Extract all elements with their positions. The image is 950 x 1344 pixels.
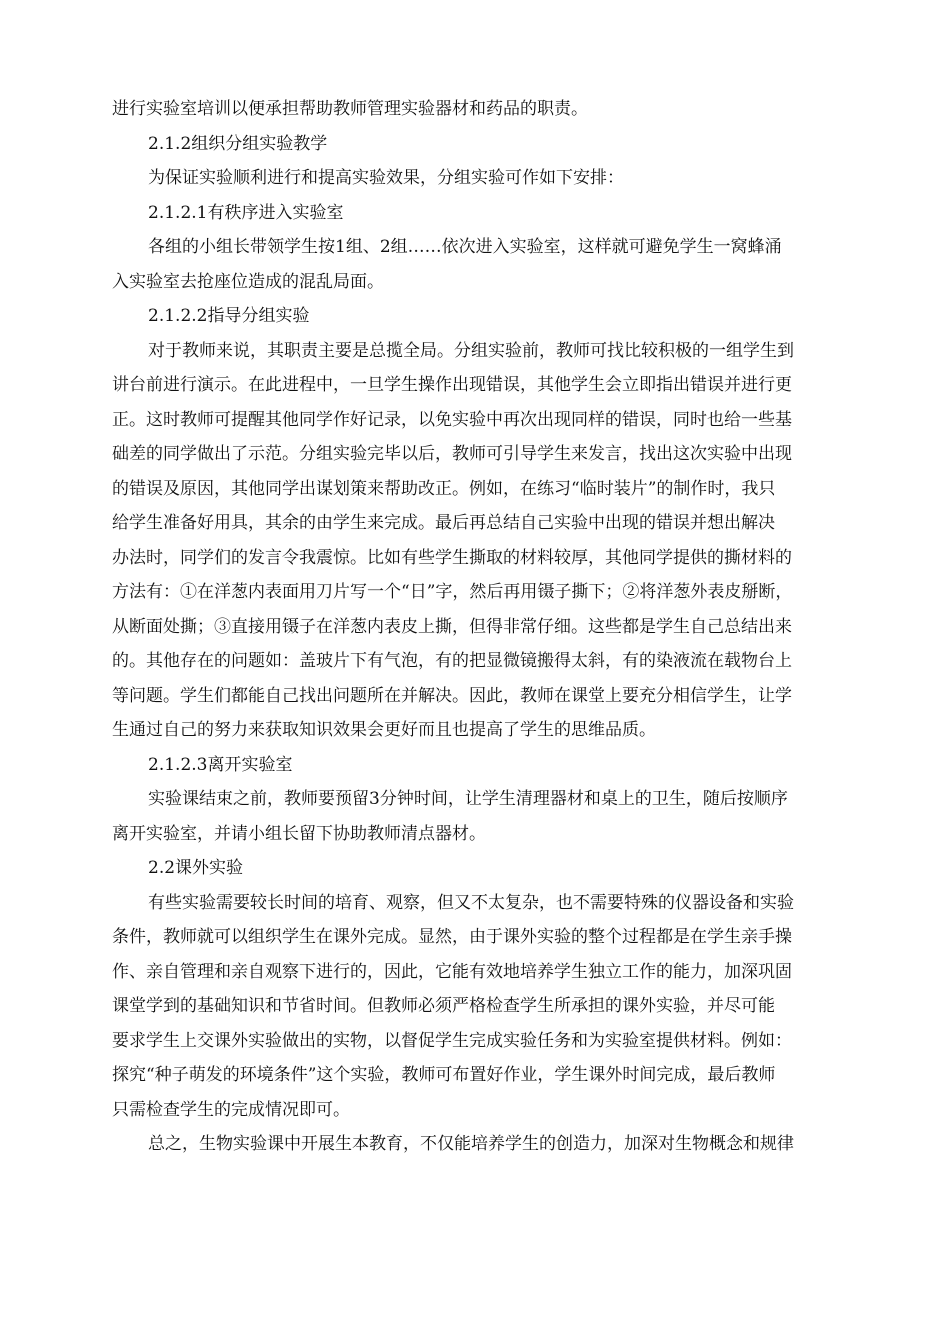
text-line: 探究“种子萌发的环境条件”这个实验，教师可布置好作业，学生课外时间完成，最后教师 [112,1065,776,1085]
text-line: 各组的小组长带领学生按1组、2组……依次进入实验室，这样就可避免学生一窝蜂涌 [148,237,782,257]
section-heading: 2.1.2.2指导分组实验 [148,306,310,326]
text-line: 给学生准备好用具，其余的由学生来完成。最后再总结自己实验中出现的错误并想出解决 [112,513,775,533]
text-line: 实验课结束之前，教师要预留3分钟时间，让学生清理器材和桌上的卫生，随后按顺序 [148,789,788,809]
text-line: 作、亲自管理和亲自观察下进行的，因此，它能有效地培养学生独立工作的能力，加深巩固 [112,961,792,982]
text-line: 生通过自己的努力来获取知识效果会更好而且也提高了学生的思维品质。 [112,720,656,740]
text-line: 从断面处撕；③直接用镊子在洋葱内表皮上撕，但得非常仔细。这些都是学生自己总结出来 [112,616,792,637]
text-line: 础差的同学做出了示范。分组实验完毕以后，教师可引导学生来发言，找出这次实验中出现 [112,444,792,464]
text-line: 方法有：①在洋葱内表面用刀片写一个“日”字，然后再用镊子撕下；②将洋葱外表皮掰断， [112,582,793,602]
text-line: 课堂学到的基础知识和节省时间。但教师必须严格检查学生所承担的课外实验，并尽可能 [112,996,775,1016]
text-line: 等问题。学生们都能自己找出问题所在并解决。因此，教师在课堂上要充分相信学生，让学 [112,685,792,706]
text-line: 正。这时教师可提醒其他同学作好记录，以免实验中再次出现同样的错误，同时也给一些基 [112,409,792,430]
text-line: 讲台前进行演示。在此进程中，一旦学生操作出现错误，其他学生会立即指出错误并进行更 [112,375,792,395]
section-heading: 2.1.2.1有秩序进入实验室 [148,202,344,223]
text-line: 入实验室去抢座位造成的混乱局面。 [112,271,384,292]
text-line: 离开实验室，并请小组长留下协助教师清点器材。 [112,823,486,844]
text-line: 条件，教师就可以组织学生在课外完成。显然，由于课外实验的整个过程都是在学生亲手操 [112,927,792,947]
text-line: 的错误及原因，其他同学出谋划策来帮助改正。例如，在练习“临时装片”的制作时，我只 [112,478,776,499]
text-line: 为保证实验顺利进行和提高实验效果，分组实验可作如下安排： [148,168,624,188]
section-heading: 2.1.2.3离开实验室 [148,754,293,775]
text-line: 有些实验需要较长时间的培育、观察，但又不太复杂，也不需要特殊的仪器设备和实验 [148,892,794,913]
text-line: 对于教师来说，其职责主要是总揽全局。分组实验前，教师可找比较积极的一组学生到 [148,340,794,361]
section-heading: 2.2课外实验 [148,858,244,878]
section-heading: 2.1.2组织分组实验教学 [148,133,328,154]
text-line: 办法时，同学们的发言令我震惊。比如有些学生撕取的材料较厚，其他同学提供的撕材料的 [112,547,792,568]
text-line: 的。其他存在的问题如：盖玻片下有气泡，有的把显微镜搬得太斜，有的染液流在载物台上 [112,651,792,671]
text-line: 要求学生上交课外实验做出的实物，以督促学生完成实验任务和为实验室提供材料。例如： [112,1030,792,1051]
text-line: 只需检查学生的完成情况即可。 [112,1099,350,1120]
text-line: 总之，生物实验课中开展生本教育，不仅能培养学生的创造力，加深对生物概念和规律 [148,1134,794,1154]
text-line: 进行实验室培训以便承担帮助教师管理实验器材和药品的职责。 [112,99,588,119]
